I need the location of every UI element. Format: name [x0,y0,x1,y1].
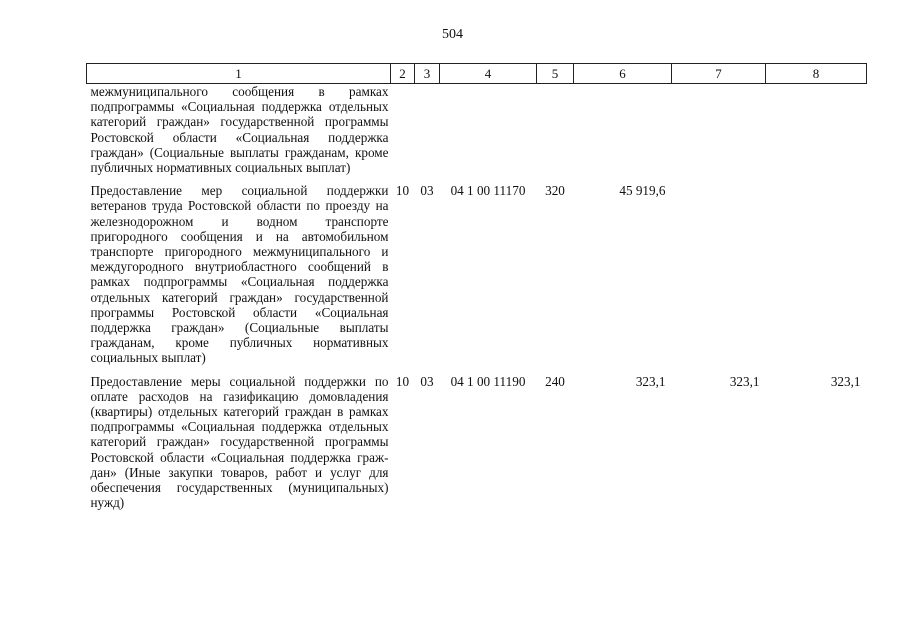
page-number: 504 [442,27,463,42]
row-description: межмуниципального сообщения в рамках подпрограммы «Социальная поддержка отдельных категорий граждан» государственной программы Ростовской области «Социальная поддержка граждан» (Социальные выплаты гражданам, кроме публичных нормативных социальных выплат) [90,84,389,176]
expense-type-code: 320 [545,183,565,199]
amount-col7 [672,183,766,365]
amount-col6: 323,1 [635,373,666,389]
column-header-4: 4 [440,64,537,84]
row-spacer [87,175,867,183]
amount-col8 [766,183,867,365]
column-header-7: 7 [672,64,766,84]
section-code: 10 [395,183,410,199]
amount-col7 [672,84,766,176]
table-row [87,183,867,365]
target-article-code: 04 1 00 11190 [450,373,526,389]
target-article-code: 04 1 00 11170 [450,183,526,199]
column-header-5: 5 [537,64,574,84]
column-header-8: 8 [766,64,867,84]
subsection-code: 03 [420,183,434,199]
row-description: Предоставление мер социальной поддержки ветеранов труда Ростовской области по проезду на железнодорожном и водном транспорте пригородного сообщения и на автомобильном транспорте пригородного межмуниципального и междугородного внутриобластного сообщений в рамках подпрограммы «Социальная поддержка отдельных категорий граждан» государственной программы Ростовской области «Социальная поддержка граждан» (Социальные выплаты гражданам, кроме публичных нормативных социальных выплат) [90,183,389,366]
amount-col6: 45 919,6 [619,183,666,199]
target-article-code [440,84,537,176]
amount-col6 [574,84,672,176]
expense-type-code: 240 [545,373,565,389]
section-code [391,84,415,176]
budget-table [86,63,867,510]
table-row [87,84,867,176]
column-header-1: 1 [87,64,391,84]
row-spacer [87,366,867,374]
amount-col8 [766,84,867,176]
column-header-2: 2 [391,64,415,84]
table-row [87,374,867,511]
subsection-code: 03 [420,373,434,389]
expense-type-code [537,84,574,176]
header-row [87,64,867,84]
amount-col7: 323,1 [729,373,760,389]
column-header-6: 6 [574,64,672,84]
amount-col8: 323,1 [830,373,861,389]
column-header-3: 3 [415,64,440,84]
section-code: 10 [395,373,410,389]
subsection-code [415,84,440,176]
row-description: Предоставление меры социальной поддержки по оплате расходов на газификацию домовладения (квартиры) отдельных категорий граждан в рамках подпрограммы «Социальная поддержка отдельных категорий граждан» государственной программы Ростовской области «Социальная поддержка граждан» (Иные закупки товаров, работ и услуг для обеспечения государственных (муниципальных) нужд) [90,373,389,511]
